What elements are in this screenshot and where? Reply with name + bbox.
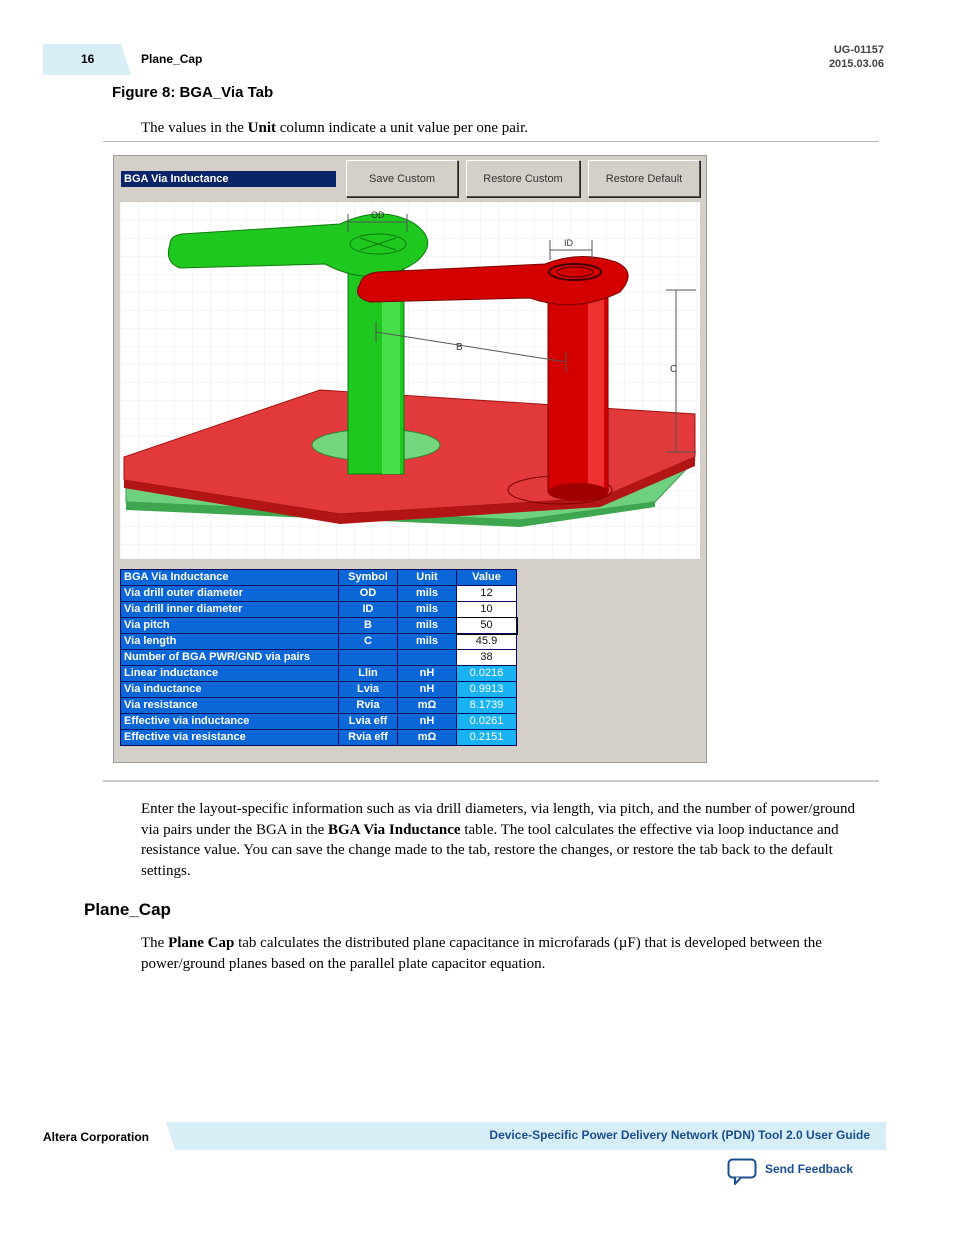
footer-company: Altera Corporation (43, 1130, 150, 1144)
value-input-cell[interactable]: 10 (457, 602, 517, 618)
table-row: Effective via resistance Rvia eff mΩ 0.2151 (121, 730, 517, 746)
table-header-row (121, 570, 517, 586)
computed-value-cell: 0.9913 (457, 682, 517, 698)
table-row: Via resistance Rvia mΩ 8.1739 (121, 698, 517, 714)
table-row: Number of BGA PWR/GND via pairs 38 (121, 650, 517, 666)
via-diagram-graphic (120, 202, 700, 559)
value-input-cell[interactable]: 45.9 (457, 634, 517, 650)
send-feedback-link[interactable]: Send Feedback (765, 1162, 854, 1176)
figure-bottom-rule (103, 780, 879, 782)
figure-title: Figure 8: BGA_Via Tab (112, 84, 274, 101)
document-id: UG-01157 (833, 44, 884, 56)
computed-value-cell: 0.2151 (457, 730, 517, 746)
column-header-name: BGA Via Inductance (121, 570, 339, 586)
table-row: Via length C mils 45.9 (121, 634, 517, 650)
table-row: Via drill inner diameter ID mils 10 (121, 602, 517, 618)
restore-custom-button[interactable]: Restore Custom (466, 160, 580, 197)
bga-via-title-cell: BGA Via Inductance (121, 171, 336, 187)
section-heading: Plane_Cap (84, 900, 171, 919)
save-custom-button[interactable]: Save Custom (346, 160, 458, 197)
page-number-tab (43, 44, 131, 75)
c-dimension-label: C (670, 364, 678, 375)
figure-description: The values in the Unit column indicate a unit value per one pair. (141, 120, 528, 136)
body-paragraph-2: The Plane Cap tab calculates the distributed plane capacitance in microfarads (µF) that is developed between the power/ground planes based on the parallel plate capacitor equation. (141, 935, 822, 972)
figure-top-rule (103, 141, 879, 142)
bga-via-inductance-table (120, 569, 517, 746)
bga-via-tab-screenshot (113, 155, 707, 763)
running-section-title: Plane_Cap (141, 52, 203, 66)
table-row: Linear inductance Llin nH 0.0216 (121, 666, 517, 682)
b-dimension-label: B (456, 342, 463, 353)
document-id-block (829, 43, 884, 71)
computed-value-cell: 0.0216 (457, 666, 517, 682)
table-row: Via inductance Lvia nH 0.9913 (121, 682, 517, 698)
bga-via-inductance-term: BGA Via Inductance (328, 821, 461, 838)
body-paragraph-1: Enter the layout-specific information such as via drill diameters, via length, via pitch, and the number of power/ground via pairs under the BGA in the BGA Via Inductance table. The tool calculates the effective via loop inductance and resistance value. You can save the change made to the tab, restore the changes, or restore the tab back to the default settings. (141, 801, 855, 879)
column-header-symbol: Symbol (339, 570, 398, 586)
restore-default-button[interactable]: Restore Default (588, 160, 700, 197)
column-header-value: Value (457, 570, 517, 586)
page-number: 16 (81, 52, 95, 66)
value-input-cell[interactable]: 12 (457, 586, 517, 602)
column-header-unit: Unit (398, 570, 457, 586)
id-dimension-label: ID (564, 238, 573, 248)
plane-cap-term: Plane Cap (168, 935, 235, 951)
footer-guide-title[interactable]: Device-Specific Power Delivery Network (PDN) Tool 2.0 User Guide (489, 1128, 870, 1142)
computed-value-cell: 8.1739 (457, 698, 517, 714)
unit-term: Unit (247, 120, 276, 136)
table-row: Via pitch B mils 50 (121, 618, 517, 634)
od-dimension-label: OD (371, 210, 385, 220)
via-3d-diagram (120, 202, 700, 559)
table-row: Effective via inductance Lvia eff nH 0.0261 (121, 714, 517, 730)
computed-value-cell: 0.0261 (457, 714, 517, 730)
feedback-icon[interactable] (727, 1158, 757, 1186)
table-row: Via drill outer diameter OD mils 12 (121, 586, 517, 602)
document-date: 2015.03.06 (828, 58, 884, 70)
value-input-cell[interactable]: 50 (457, 618, 517, 634)
value-input-cell[interactable]: 38 (457, 650, 517, 666)
